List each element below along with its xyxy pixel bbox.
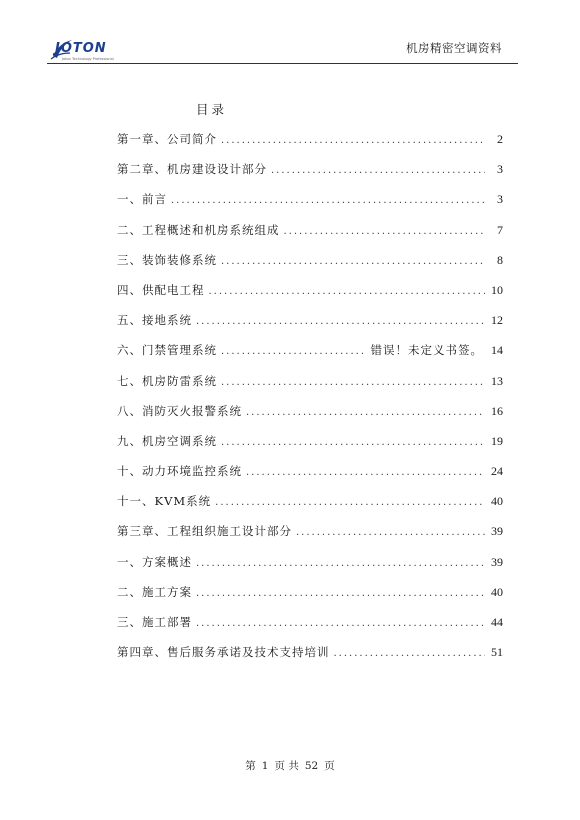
- toc-entry-page-number: 40: [491, 584, 503, 599]
- toc-entry-page-number: 2: [497, 132, 503, 146]
- footer-suffix: 页: [324, 760, 335, 772]
- toc-leader-dots: [334, 648, 486, 659]
- toc-entry-label: 十一、KVM系统: [117, 494, 212, 509]
- toc-entry-label: 二、工程概述和机房系统组成: [117, 222, 280, 237]
- toc-entry-page-number: 8: [497, 252, 503, 267]
- toc-leader-dots: [221, 346, 367, 357]
- logo-text: JOTON: [55, 41, 107, 56]
- toc-entry[interactable]: [117, 252, 503, 282]
- toc-entry-page-number: 39: [491, 554, 503, 569]
- toc-entry[interactable]: [117, 403, 503, 433]
- toc-leader-dots: [246, 467, 485, 478]
- toc-leader-dots: [221, 135, 485, 146]
- toc-leader-dots: [171, 195, 485, 206]
- toc-entry-page-number: 24: [491, 464, 503, 479]
- toc-entry[interactable]: [117, 644, 503, 674]
- logo-subtext: Joton Technology Professional: [62, 57, 114, 61]
- toc-entry-label: 五、接地系统: [117, 313, 192, 328]
- toc-entry-page-number: 14: [491, 343, 503, 358]
- toc-entry[interactable]: [117, 463, 503, 493]
- toc-entry-page-number: 40: [491, 494, 503, 509]
- toc-entry[interactable]: [117, 342, 503, 372]
- toc-entry[interactable]: [117, 433, 503, 463]
- footer-prefix: 第: [245, 760, 256, 772]
- toc-entry-label: 第四章、售后服务承诺及技术支持培训: [117, 645, 330, 660]
- toc-entry-label: 一、方案概述: [117, 554, 192, 569]
- footer-current-page: 1: [261, 760, 269, 772]
- toc-leader-dots: [221, 377, 485, 388]
- toc-entry-label: 一、前言: [117, 192, 167, 207]
- toc-entry[interactable]: [117, 312, 503, 342]
- toc-entry-page-number: 44: [491, 615, 503, 629]
- toc-entry[interactable]: [117, 131, 503, 161]
- footer-middle: 页 共: [274, 760, 299, 772]
- toc-entry-page-number: 16: [491, 403, 503, 418]
- toc-leader-dots: [196, 558, 485, 569]
- toc-entry-page-number: 39: [491, 524, 503, 539]
- toc-entry-label: 九、机房空调系统: [117, 433, 217, 448]
- toc-entry-label: 六、门禁管理系统: [117, 343, 217, 358]
- toc-leader-dots: [196, 316, 485, 327]
- toc-entry-page-number: 3: [497, 162, 503, 177]
- toc-entry-label: 三、装饰装修系统: [117, 252, 217, 267]
- toc-entry[interactable]: [117, 523, 503, 553]
- toc-title: 目录: [196, 102, 228, 117]
- header-divider: [47, 63, 518, 64]
- toc-leader-dots: [209, 286, 486, 297]
- toc-entry-page-number: 19: [491, 433, 503, 448]
- toc-entry[interactable]: [117, 282, 503, 312]
- toc-entry-page-number: 7: [497, 222, 503, 237]
- toc-leader-dots: [284, 226, 486, 237]
- toc-entry-label: 第二章、机房建设设计部分: [117, 162, 267, 177]
- toc-leader-dots: [246, 407, 485, 418]
- toc-entry-label: 第一章、公司简介: [117, 132, 217, 146]
- toc-entry-label: 七、机房防雷系统: [117, 373, 217, 388]
- toc-entry-page-number: 3: [497, 192, 503, 207]
- toc-entry[interactable]: [117, 614, 503, 644]
- toc-entry-label: 第三章、工程组织施工设计部分: [117, 524, 292, 539]
- toc-entry-label: 三、施工部署: [117, 615, 192, 629]
- toc-entry[interactable]: [117, 493, 503, 523]
- toc-entry[interactable]: [117, 373, 503, 403]
- page-footer: [0, 758, 580, 773]
- toc-leader-dots: [196, 618, 485, 629]
- toc-entry-label: 四、供配电工程: [117, 282, 205, 297]
- toc-entry[interactable]: [117, 191, 503, 221]
- toc-entry-label: 十、动力环境监控系统: [117, 464, 242, 479]
- table-of-contents: [117, 131, 503, 674]
- toc-leader-dots: [196, 588, 485, 599]
- toc-entry-label: 八、消防灭火报警系统: [117, 403, 242, 418]
- toc-entry-page-number: 10: [491, 282, 503, 297]
- toc-leader-dots: [215, 497, 485, 508]
- toc-leader-dots: [271, 165, 485, 176]
- toc-entry[interactable]: [117, 161, 503, 191]
- toc-entry-error-note: 错误！未定义书签。: [370, 343, 483, 358]
- toc-entry[interactable]: [117, 554, 503, 584]
- toc-entry-page-number: 51: [491, 645, 503, 660]
- toc-entry[interactable]: [117, 222, 503, 252]
- toc-entry-page-number: 13: [491, 373, 503, 388]
- toc-entry[interactable]: [117, 584, 503, 614]
- toc-leader-dots: [221, 437, 485, 448]
- header-title: 机房精密空调资料: [406, 41, 502, 55]
- toc-leader-dots: [296, 527, 485, 538]
- toc-entry-label: 二、施工方案: [117, 584, 192, 599]
- footer-total-pages: 52: [304, 760, 319, 772]
- toc-leader-dots: [221, 256, 485, 267]
- toc-entry-page-number: 12: [491, 313, 503, 328]
